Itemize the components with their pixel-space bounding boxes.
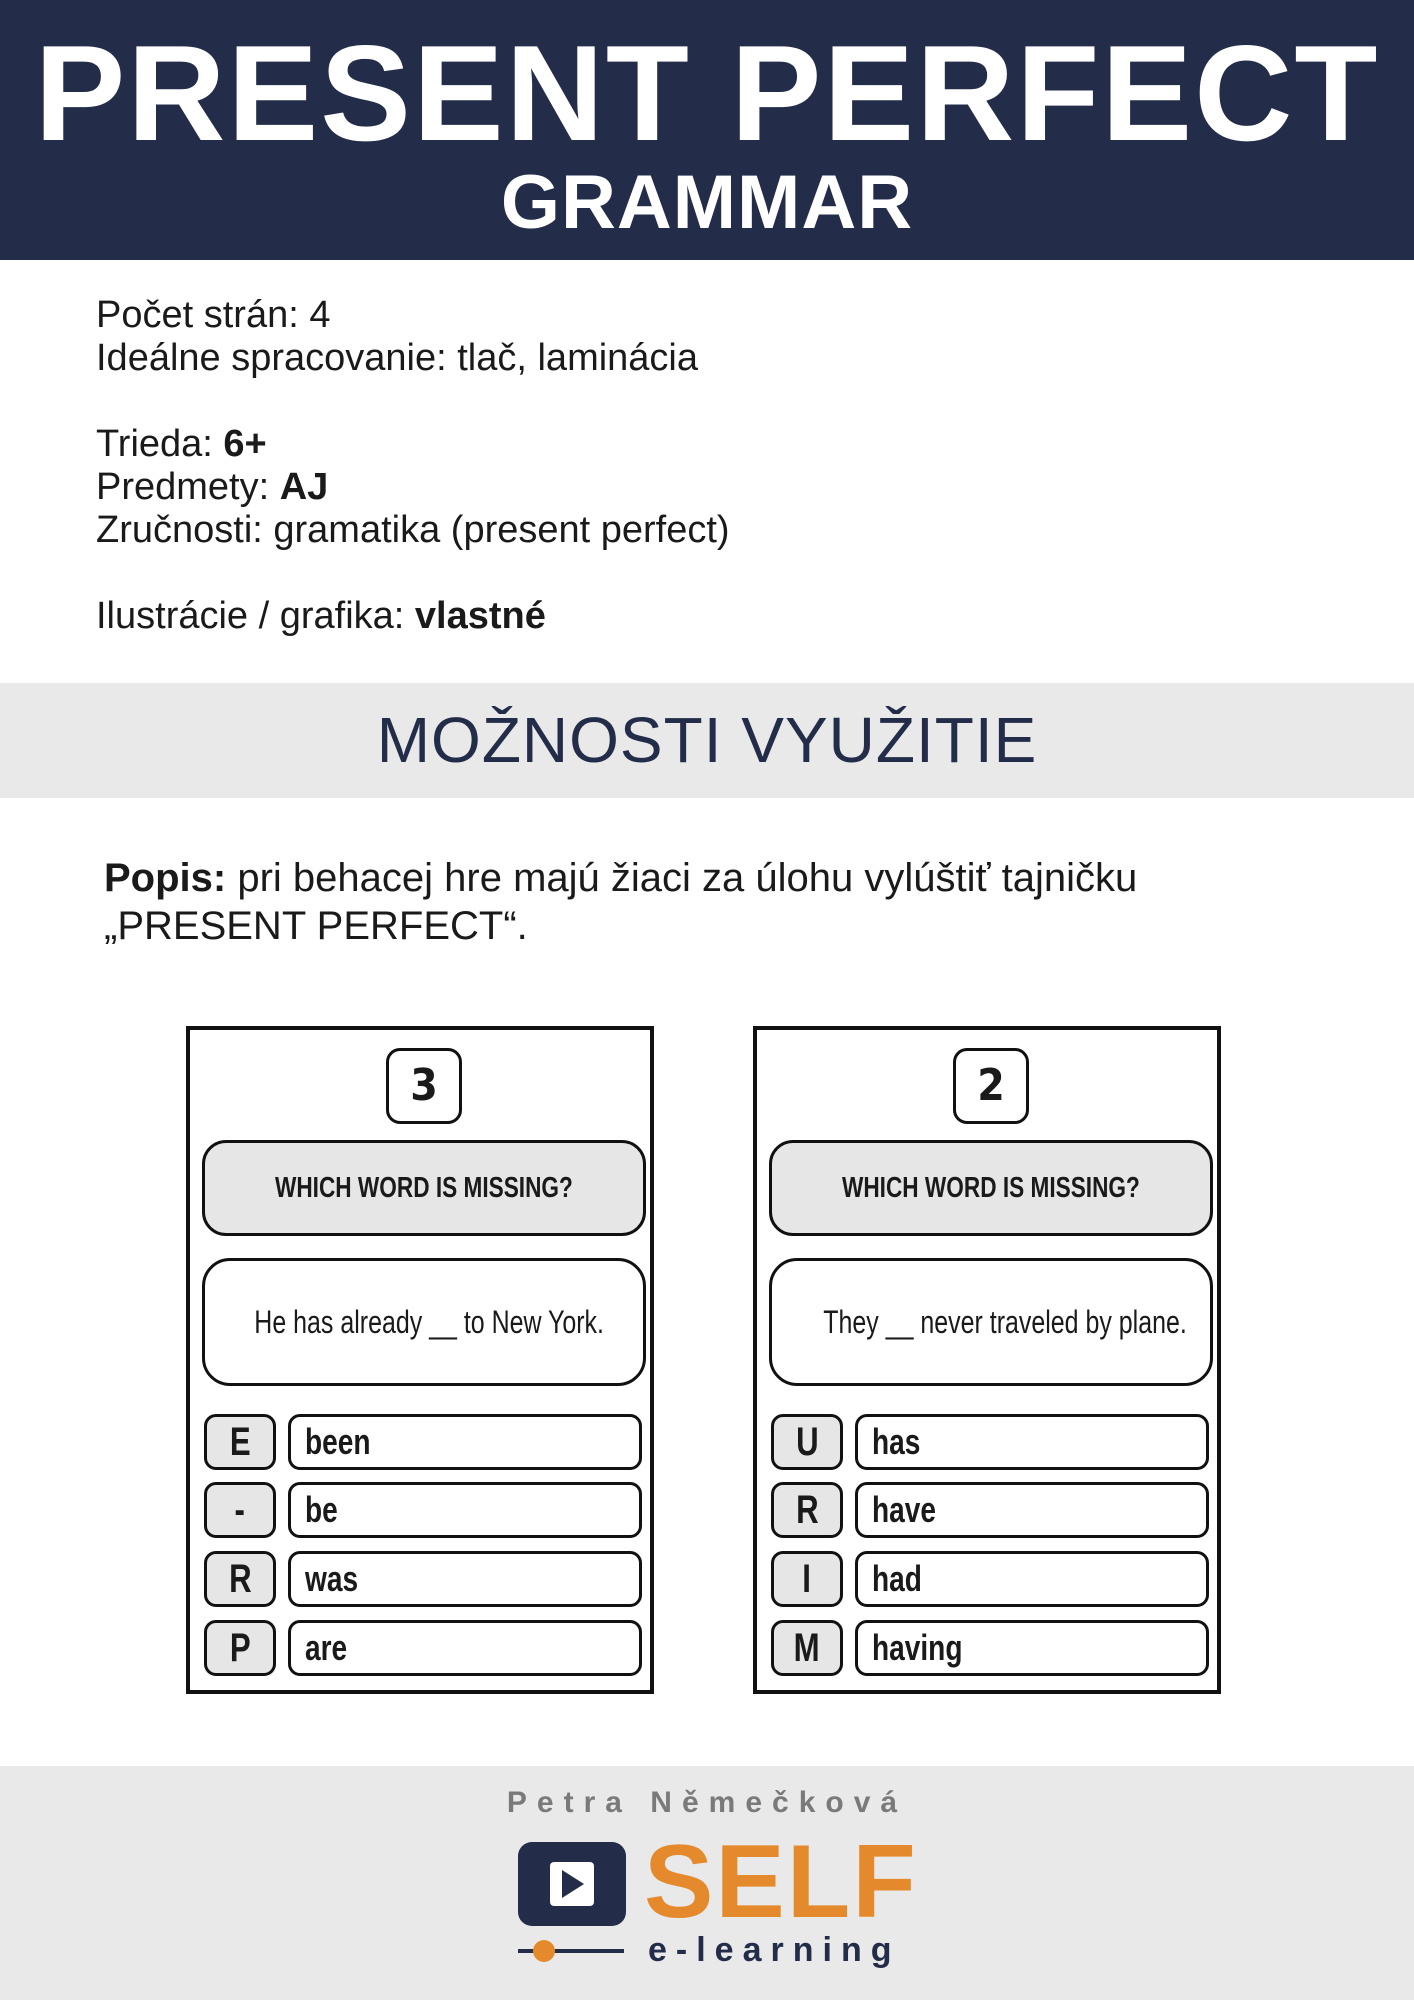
option-letter-text: R [795, 1488, 819, 1532]
card-sentence [769, 1258, 1213, 1386]
logo-dot-icon [533, 1940, 555, 1962]
option-letter [204, 1414, 276, 1470]
option-letter-text: I [802, 1557, 812, 1601]
option-word-text: has [872, 1421, 921, 1462]
option-letter-text: U [795, 1420, 819, 1464]
option-letter [204, 1620, 276, 1676]
subjects-value: AJ [279, 466, 329, 508]
option-word [288, 1620, 642, 1676]
subjects-label: Predmety: [96, 466, 280, 508]
grade-label: Trieda: [96, 423, 224, 465]
card-question [769, 1140, 1213, 1236]
header-banner [0, 0, 1414, 260]
card-question [202, 1140, 646, 1236]
option-word-text: having [872, 1627, 963, 1668]
option-letter-text: R [228, 1557, 252, 1601]
card-number: 3 [386, 1048, 462, 1124]
footer [0, 1766, 1414, 2000]
option-word [855, 1551, 1209, 1607]
card-number: 2 [953, 1048, 1029, 1124]
card-sentence-text: They __ never traveled by plane. [823, 1304, 1187, 1340]
option-letter [771, 1482, 843, 1538]
option-word-text: been [305, 1421, 371, 1462]
option-letter-text: M [793, 1626, 820, 1670]
option-word-text: have [872, 1489, 937, 1530]
brand-subtitle: e-learning [648, 1931, 901, 1969]
processing-info: Ideálne spracovanie: tlač, laminácia [96, 337, 699, 379]
game-card [753, 1026, 1221, 1694]
grade-info [96, 423, 730, 466]
play-icon [518, 1842, 626, 1926]
skills-info: Zručnosti: gramatika (present perfect) [96, 509, 730, 551]
card-sentence [202, 1258, 646, 1386]
page-title: PRESENT PERFECT [34, 17, 1380, 169]
option-letter-text: E [229, 1420, 251, 1464]
description-label: Popis: [104, 856, 227, 900]
pages-info: Počet strán: 4 [96, 294, 331, 336]
option-letter-text: P [229, 1626, 251, 1670]
brand-logo-text: SELF [644, 1824, 918, 1940]
description [104, 854, 1324, 950]
option-letter [204, 1482, 276, 1538]
illustrations-value: vlastné [414, 595, 546, 637]
page-subtitle: GRAMMAR [500, 160, 914, 245]
game-card [186, 1026, 654, 1694]
option-word [288, 1482, 642, 1538]
option-letter-text: - [234, 1488, 246, 1532]
illustrations-label: Ilustrácie / grafika: [96, 595, 415, 637]
option-letter [771, 1551, 843, 1607]
card-question-text: WHICH WORD IS MISSING? [842, 1172, 1140, 1204]
option-word [855, 1482, 1209, 1538]
card-sentence-text: He has already __ to New York. [254, 1304, 604, 1340]
option-letter [771, 1414, 843, 1470]
option-word [855, 1414, 1209, 1470]
option-word [288, 1551, 642, 1607]
description-text: pri behacej hre majú žiaci za úlohu vylúštiť tajničku „PRESENT PERFECT“. [104, 856, 1138, 948]
grade-value: 6+ [223, 423, 267, 465]
option-letter [771, 1620, 843, 1676]
option-letter [204, 1551, 276, 1607]
option-word-text: are [305, 1627, 348, 1668]
illustrations-info [96, 595, 730, 638]
info-block [96, 294, 730, 638]
option-word-text: was [305, 1558, 359, 1599]
subjects-info [96, 466, 730, 509]
option-word [855, 1620, 1209, 1676]
option-word-text: be [305, 1489, 338, 1530]
card-question-text: WHICH WORD IS MISSING? [275, 1172, 573, 1204]
section-title: MOŽNOSTI VYUŽITIE [0, 683, 1414, 798]
author-name: Petra Němečková [506, 1786, 908, 1819]
option-word-text: had [872, 1558, 922, 1599]
option-word [288, 1414, 642, 1470]
